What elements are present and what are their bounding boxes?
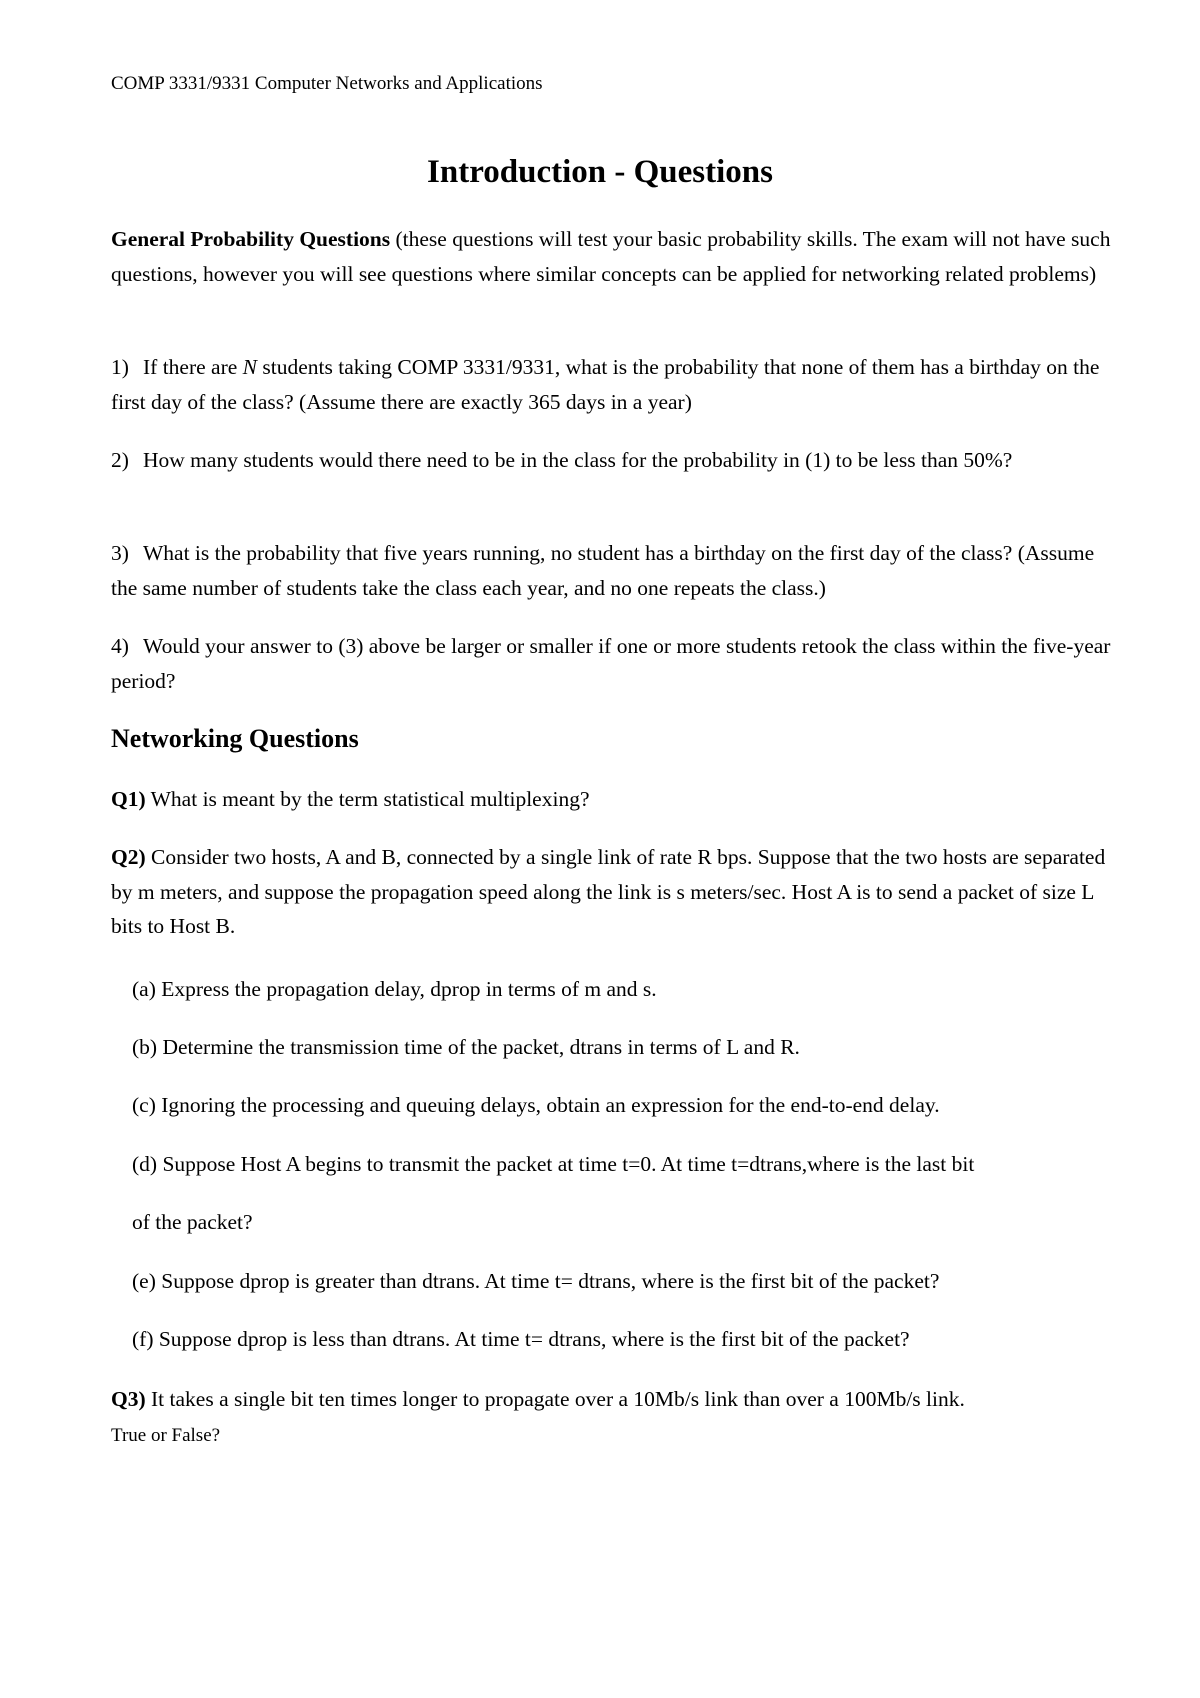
subquestion-d-line1: (d) Suppose Host A begins to transmit the packet at time t=0. At time t=dtrans,where is the last bit: [132, 1152, 975, 1176]
question-number: 1): [111, 355, 129, 379]
probability-question-4: [111, 629, 1111, 698]
question-text: How many students would there need to be in the class for the probability in (1) to be less than 50%?: [143, 448, 1013, 472]
networking-question-2: [111, 840, 1111, 944]
question-number: 3): [111, 541, 129, 565]
question-text-post: students taking COMP 3331/9331, what is the probability that none of them has a birthday on the first day of the class? (Assume there are exactly 365 days in a year): [111, 355, 1100, 414]
question-tail: True or False?: [111, 1424, 221, 1446]
subquestion-f: (f) Suppose dprop is less than dtrans. At time t= dtrans, where is the first bit of the packet?: [132, 1327, 910, 1351]
subquestion-a: (a) Express the propagation delay, dprop in terms of m and s.: [132, 977, 657, 1001]
question-label: Q1): [111, 787, 146, 811]
subquestion-e: (e) Suppose dprop is greater than dtrans. At time t= dtrans, where is the first bit of the packet?: [132, 1269, 940, 1293]
general-intro: (these questions will test your basic probability skills. The exam will not have such questions, however you will see questions where similar concepts can be applied for networking related problems): [111, 227, 1111, 286]
page-header: COMP 3331/9331 Computer Networks and Applications: [111, 73, 543, 94]
question-variable: N: [242, 355, 258, 379]
general-heading: General Probability Questions: [111, 227, 391, 251]
question-number: 2): [111, 448, 129, 472]
question-text: Consider two hosts, A and B, connected by a single link of rate R bps. Suppose that the two hosts are separated by m meters, and suppose the propagation speed along the link is s meters/sec. Host A is to send a packet of size L bits to Host B.: [111, 845, 1106, 938]
probability-question-1: [111, 350, 1111, 419]
general-intro-paragraph: [111, 222, 1111, 291]
subquestion-b: (b) Determine the transmission time of the packet, dtrans in terms of L and R.: [132, 1035, 800, 1059]
question-number: 4): [111, 634, 129, 658]
subquestion-d-line2: of the packet?: [132, 1210, 253, 1234]
page-title: Introduction - Questions: [427, 154, 773, 190]
question-text: What is the probability that five years running, no student has a birthday on the first day of the class? (Assume the same number of students take the class each year, and no one repeats the class.): [111, 541, 1095, 600]
question-label: Q2): [111, 845, 146, 869]
question-label: Q3): [111, 1387, 146, 1411]
subquestion-c: (c) Ignoring the processing and queuing delays, obtain an expression for the end-to-end delay.: [132, 1093, 940, 1117]
question-text-pre: If there are: [143, 355, 243, 379]
question-text: It takes a single bit ten times longer to propagate over a 10Mb/s link than over a 100Mb/s link.: [151, 1387, 965, 1411]
networking-question-1: [111, 782, 1111, 817]
networking-heading: Networking Questions: [111, 724, 359, 753]
probability-question-2: [111, 443, 1111, 478]
probability-question-3: [111, 536, 1111, 605]
networking-question-3: [111, 1382, 1111, 1453]
question-text: Would your answer to (3) above be larger or smaller if one or more students retook the class within the five-year period?: [111, 634, 1111, 693]
question-text: What is meant by the term statistical multiplexing?: [150, 787, 590, 811]
